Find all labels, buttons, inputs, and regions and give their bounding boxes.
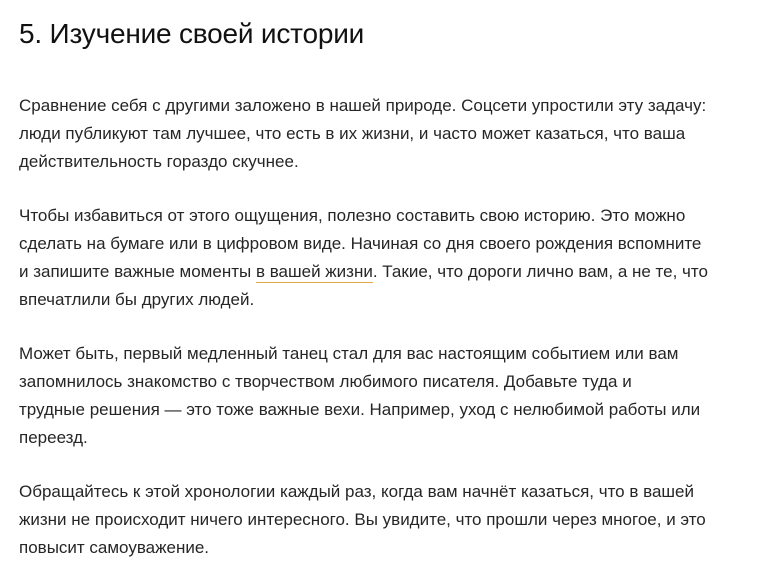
paragraph-1 [19,92,761,176]
section-heading: 5. Изучение своей истории [19,18,365,49]
paragraph-line: повысит самоуважение. [19,538,210,557]
paragraph-line: жизни не происходит ничего интересного. Вы увидите, что прошли через многое, и это [19,510,706,529]
paragraph-line: впечатлили бы других людей. [19,290,255,309]
paragraph-line: сделать на бумаге или в цифровом виде. Начиная со дня своего рождения вспомните [19,234,702,253]
paragraph-line: Чтобы избавиться от этого ощущения, полезно составить свою историю. Это можно [19,206,686,225]
paragraph-line: люди публикуют там лучшее, что есть в их жизни, и часто может казаться, что ваша [19,124,686,143]
paragraph-line: трудные решения — это тоже важные вехи. Например, уход с нелюбимой работы или [19,400,701,419]
paragraph-line-with-link [19,258,761,286]
link-suffix-text: . Такие, что дороги лично вам, а не те, что [372,262,708,281]
paragraph-3 [19,340,761,452]
paragraph-line: Обращайтесь к этой хронологии каждый раз, когда вам начнёт казаться, что в вашей [19,482,694,501]
paragraph-line: Сравнение себя с другими заложено в нашей природе. Соцсети упростили эту задачу: [19,96,707,115]
paragraph-2 [19,202,761,314]
life-moments-link[interactable]: в вашей жизни [255,262,373,281]
paragraph-line: действительность гораздо скучнее. [19,152,299,171]
paragraph-line: запомнилось знакомство с творчеством любимого писателя. Добавьте туда и [19,372,632,391]
paragraph-line: Может быть, первый медленный танец стал для вас настоящим событием или вам [19,344,679,363]
paragraph-line: переезд. [19,428,88,447]
paragraph-4 [19,478,761,562]
link-prefix-text: и запишите важные моменты [19,262,256,281]
